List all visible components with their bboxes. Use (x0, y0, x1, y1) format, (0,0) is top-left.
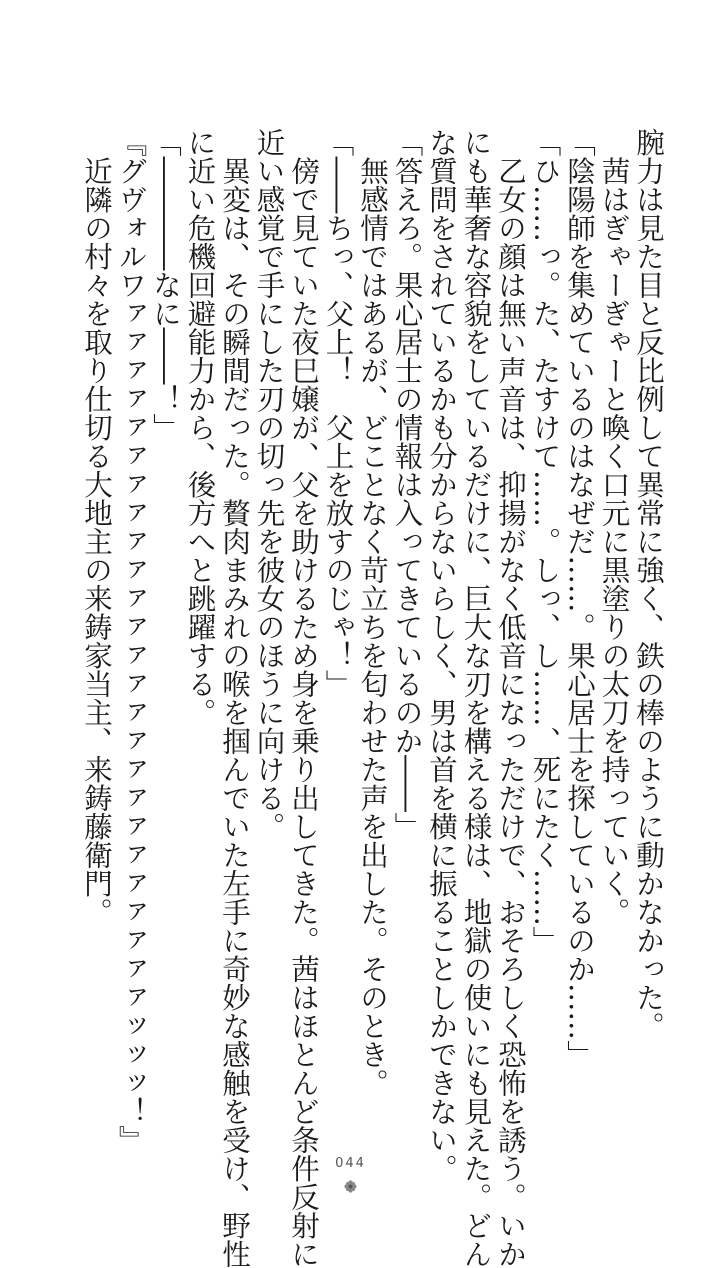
text-line: 近い感覚で手にした刃の切っ先を彼女のほうに向ける。 (252, 128, 286, 841)
text-line: な質問をされているかも分からないらしく、男は首を横に振ることしかできない。 (425, 128, 458, 1183)
text-line: 「――――なに――！」 (149, 128, 182, 442)
text-line: 無感情ではあるが、どことなく苛立ちを匂わせた声を出した。そのとき。 (356, 128, 389, 1097)
text-line: 『グヴォルワァァァァァァァァァァァァァァァァァァァァァァァァァッッッ！』 (114, 128, 148, 1154)
text-line: 「答えろ。果心居士の情報は入ってきているのか――」 (390, 128, 424, 841)
text-line: 乙女の顔は無い声音は、抑揚がなく低音になっただけで、おそろしく恐怖を誘う。いか (494, 128, 527, 1268)
text-line: 腕力は見た目と反比例して異常に強く、鉄の棒のように動かなかった。 (632, 128, 665, 1040)
text-line: 近隣の村々を取り仕切る大地主の来鋳家当主、来鋳藤衛門。 (80, 128, 113, 926)
text-line: 「陰陽師を集めているのはなぜだ……。果心居士を探しているのか……」 (563, 128, 596, 1069)
text-line: 「――ちっ、父上！ 父上を放すのじゃ！」 (321, 128, 355, 698)
text-line: にも華奢な容貌をしているだけに、巨大な刃を構える様は、地獄の使いにも見えた。どん (459, 128, 493, 1268)
text-line: 「ひ……っ。た、たすけて……。しっ、し……、死にたく……」 (528, 128, 562, 955)
flower-ornament-icon (344, 1180, 357, 1193)
text-line: 異変は、その瞬間だった。贅肉まみれの喉を掴んでいた左手に奇妙な感触を受け、野性 (218, 128, 251, 1268)
text-line: 傍で見ていた夜巳嬢が、父を助けるため身を乗り出してきた。茜はほとんど条件反射に (287, 128, 320, 1268)
page-number: 044 (335, 1156, 366, 1171)
text-line: に近い危機回避能力から、後方へと跳躍する。 (183, 128, 217, 727)
text-line: 茜はぎゃーぎゃーと喚く口元に黒塗りの太刀を持っていく。 (597, 128, 631, 926)
